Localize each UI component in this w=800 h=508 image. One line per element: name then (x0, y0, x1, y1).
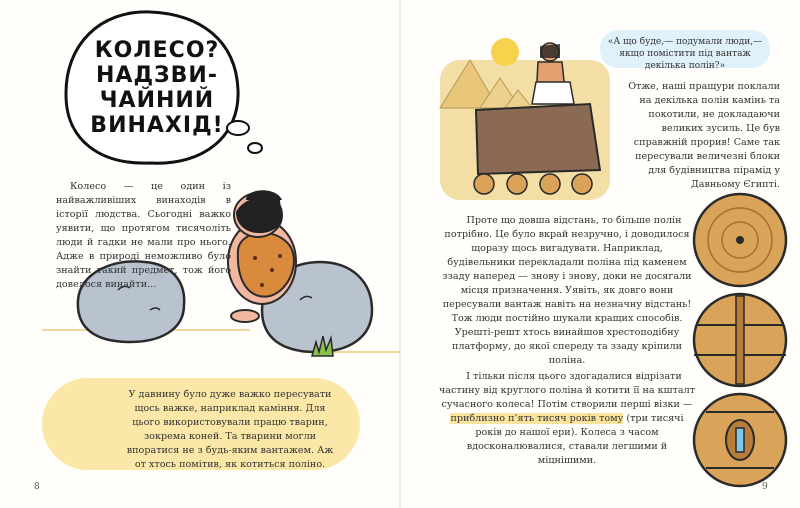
title-line-1: КОЛЕСО? (94, 38, 220, 63)
paragraph-3-start: І тільки після цього здогадалися відрізати частину від круглого поліна й котити її на кшталт сучасного колеса! Потім створили перші візки — (438, 371, 696, 410)
speech-bubble: «А що буде,— подумали люди,— якщо помістити під вантаж декілька полін?» (600, 30, 770, 68)
paragraph-3 (438, 370, 696, 468)
wheel-hub-illustration (694, 394, 786, 486)
intro-paragraph: Колесо — це один із найважливіших винаходів в історії людства. Сьогодні важко уявити, що протягом тисячоліть люди й гадки не мали про нього. Адже в природі неможливо було знайти такий предмет, тож його довелося винайти... (56, 181, 231, 290)
yellow-box-text-block (120, 388, 340, 478)
paragraph-2: Проте що довша відстань, то більше полін потрібно. Це було вкрай незручно, і доводилося щоразу щось вигадувати. Наприклад, будівельники перекладали поліна під каменем ззаду наперед — знову і знову, доки не досягали місця призначення. Уявіть, як довго вони пересували вантаж навіть на незначну відстань! Тож люди постійно шукали кращих способів. Урешті-решт хтось винайшов хрестоподібну платформу, до якої спереду та ззаду кріпили поліна. (442, 215, 692, 366)
chapter-title (82, 38, 232, 138)
wheel-planks-illustration (694, 294, 786, 386)
side-paragraph: Отже, наші пращури поклали на декілька полін камінь та покотили, не докладаючи великих зусиль. Це був справжній прорив! Саме так пересували величезні блоки для будівництва пірамід у Давньому Єгипті. (628, 81, 780, 190)
yellow-box-text: У давнину було дуже важко пересувати щось важке, наприклад каміння. Для цього використовували працю тварин, зокрема коней. Та тварини могли впоратися не з будь-яким вантажем. Аж от хтось помітив, як котиться поліно. (126, 389, 334, 470)
wheel-solid-illustration (694, 194, 786, 286)
paragraph-2-block (438, 214, 696, 374)
title-line-2: НАДЗВИ- (96, 63, 218, 88)
paragraph-3-block (438, 370, 696, 474)
page-number-left: 8 (34, 482, 40, 492)
egypt-scene-illustration (440, 38, 610, 200)
title-line-3: ЧАЙНИЙ (99, 88, 215, 113)
page-number-right: 9 (762, 482, 768, 492)
title-line-4: ВИНАХІД! (90, 113, 224, 138)
intro-paragraph-block (56, 180, 231, 298)
paragraph-3-end: (три тисячі років до нашої ери). Колеса з часом вдосконалювалися, ставали легшими й міцнішими. (466, 413, 684, 466)
highlighted-phrase: приблизно п’ять тисяч років тому (450, 413, 624, 424)
side-paragraph-block (620, 80, 780, 198)
